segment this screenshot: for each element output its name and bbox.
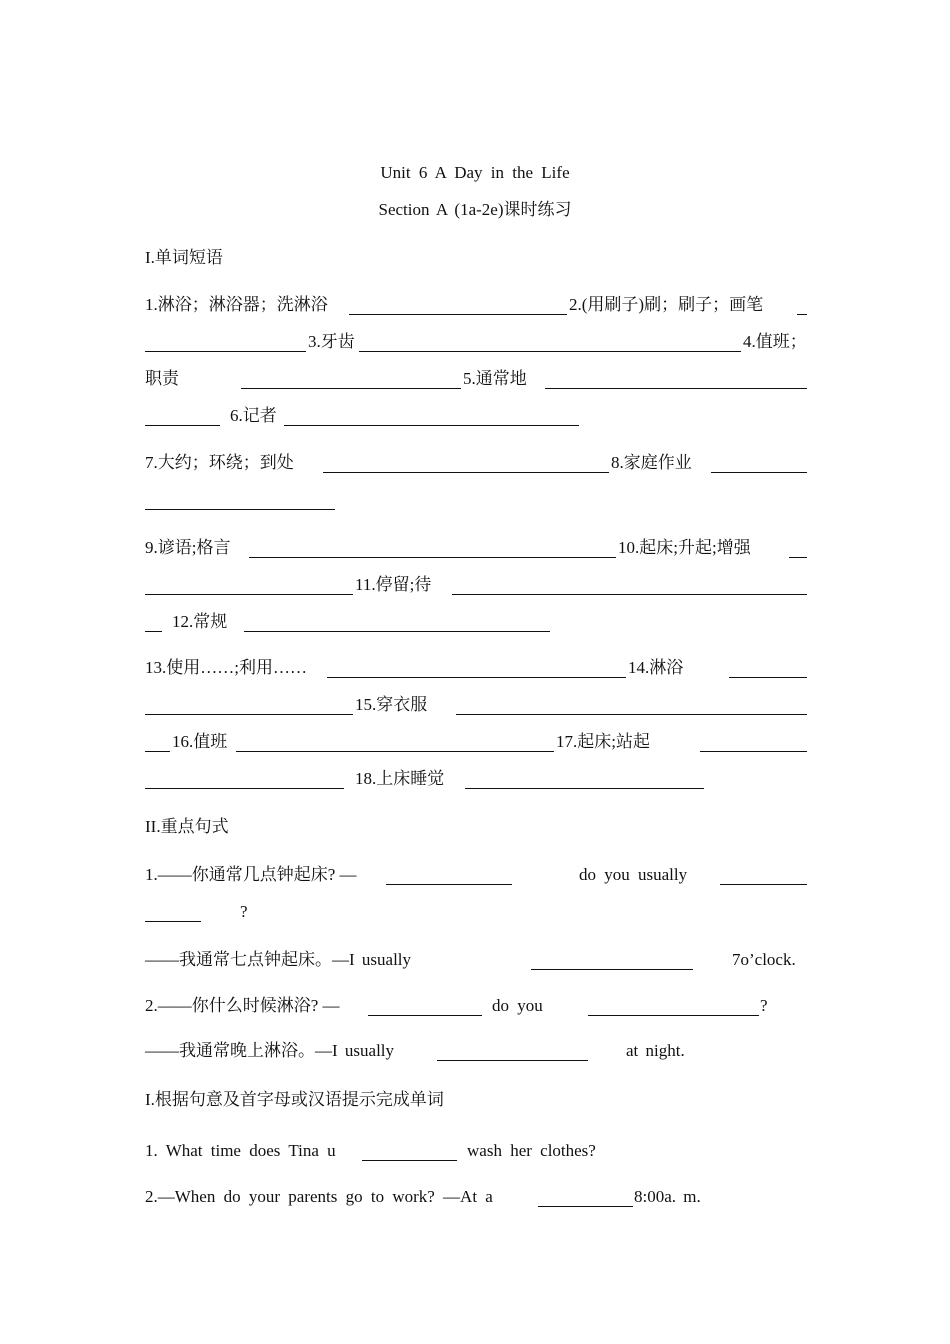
answer-blank-1[interactable] bbox=[349, 314, 567, 315]
answer-blank-15b[interactable] bbox=[145, 751, 170, 752]
sentence-2-question-mark: ? bbox=[760, 996, 768, 1015]
exercise-1-text: 1. What time does Tina u bbox=[145, 1141, 336, 1160]
vocab-item-8: 8.家庭作业 bbox=[611, 453, 692, 472]
vocab-item-13: 13.使用……;利用…… bbox=[145, 658, 307, 677]
answer-blank-6[interactable] bbox=[284, 425, 579, 426]
sentence-1-answer-blank[interactable] bbox=[531, 969, 693, 970]
answer-blank-2b[interactable] bbox=[145, 351, 306, 352]
vocab-item-5: 5.通常地 bbox=[463, 369, 527, 388]
answer-blank-17a[interactable] bbox=[700, 751, 807, 752]
answer-blank-3[interactable] bbox=[359, 351, 741, 352]
answer-blank-10a[interactable] bbox=[789, 557, 807, 558]
vocab-item-1: 1.淋浴；淋浴器；洗淋浴 bbox=[145, 295, 328, 314]
answer-blank-14b[interactable] bbox=[145, 714, 353, 715]
answer-blank-15a[interactable] bbox=[456, 714, 807, 715]
answer-blank-8a[interactable] bbox=[711, 472, 807, 473]
answer-blank-2a[interactable] bbox=[797, 314, 807, 315]
exercise-2-text: 2.—When do your parents go to work? —At a bbox=[145, 1187, 493, 1206]
sentence-1-blank-c[interactable] bbox=[145, 921, 201, 922]
vocab-item-4: 4.值班； bbox=[743, 332, 807, 351]
vocab-item-11: 11.停留;待 bbox=[355, 575, 432, 594]
sentence-1-blank-a[interactable] bbox=[386, 884, 512, 885]
sentence-1-blank-b[interactable] bbox=[720, 884, 807, 885]
vocab-item-3: 3.牙齿 bbox=[308, 332, 355, 351]
answer-blank-10b[interactable] bbox=[145, 594, 353, 595]
vocab-item-16: 16.值班 bbox=[172, 732, 228, 751]
sentence-1-question-mark: ? bbox=[240, 902, 248, 921]
vocab-item-17: 17.起床;站起 bbox=[556, 732, 650, 751]
vocab-item-12: 12.常规 bbox=[172, 612, 228, 631]
answer-blank-4[interactable] bbox=[241, 388, 461, 389]
exercise-1-blank[interactable] bbox=[362, 1160, 457, 1161]
answer-blank-12[interactable] bbox=[244, 631, 550, 632]
sentence-2-answer-end: at night. bbox=[626, 1041, 685, 1060]
sentence-2-english: do you bbox=[492, 996, 543, 1015]
answer-blank-5a[interactable] bbox=[545, 388, 807, 389]
answer-blank-18[interactable] bbox=[465, 788, 704, 789]
vocab-item-9: 9.谚语;格言 bbox=[145, 538, 231, 557]
answer-blank-9[interactable] bbox=[249, 557, 616, 558]
sentence-1-answer: ——我通常七点钟起床。—I usually bbox=[145, 950, 412, 969]
vocab-item-2: 2.(用刷子)刷；刷子；画笔 bbox=[569, 295, 764, 314]
answer-blank-11a[interactable] bbox=[452, 594, 807, 595]
page-subtitle: Section A (1a-2e)课时练习 bbox=[378, 200, 572, 219]
section-heading-key-sentences: II.重点句式 bbox=[145, 817, 229, 836]
sentence-1-english: do you usually bbox=[579, 865, 688, 884]
answer-blank-16[interactable] bbox=[236, 751, 554, 752]
answer-blank-8b[interactable] bbox=[145, 509, 335, 510]
vocab-item-18: 18.上床睡觉 bbox=[355, 769, 445, 788]
answer-blank-13[interactable] bbox=[327, 677, 626, 678]
exercise-1-text-end: wash her clothes? bbox=[467, 1141, 596, 1160]
answer-blank-14a[interactable] bbox=[729, 677, 807, 678]
answer-blank-11b[interactable] bbox=[145, 631, 162, 632]
vocab-item-10: 10.起床;升起;增强 bbox=[618, 538, 751, 557]
exercise-2-text-end: 8:00a. m. bbox=[634, 1187, 701, 1206]
sentence-2-answer-blank[interactable] bbox=[437, 1060, 588, 1061]
page-title: Unit 6 A Day in the Life bbox=[380, 163, 570, 182]
sentence-2-chinese: 2.——你什么时候淋浴? — bbox=[145, 996, 340, 1015]
exercise-2-blank[interactable] bbox=[538, 1206, 633, 1207]
sentence-1-chinese: 1.——你通常几点钟起床? — bbox=[145, 865, 357, 884]
vocab-item-4-cont: 职责 bbox=[145, 369, 179, 388]
section-heading-complete-words: I.根据句意及首字母或汉语提示完成单词 bbox=[145, 1090, 444, 1109]
vocab-item-6: 6.记者 bbox=[230, 406, 277, 425]
sentence-2-blank-b[interactable] bbox=[588, 1015, 759, 1016]
vocab-item-15: 15.穿衣服 bbox=[355, 695, 428, 714]
section-heading-vocabulary: I.单词短语 bbox=[145, 248, 223, 267]
vocab-item-7: 7.大约；环绕；到处 bbox=[145, 453, 294, 472]
sentence-2-answer: ——我通常晚上淋浴。—I usually bbox=[145, 1041, 395, 1060]
answer-blank-7[interactable] bbox=[323, 472, 609, 473]
sentence-2-blank-a[interactable] bbox=[368, 1015, 482, 1016]
sentence-1-answer-end: 7o’clock. bbox=[732, 950, 796, 969]
vocab-item-14: 14.淋浴 bbox=[628, 658, 684, 677]
answer-blank-17b[interactable] bbox=[145, 788, 344, 789]
answer-blank-5b[interactable] bbox=[145, 425, 220, 426]
